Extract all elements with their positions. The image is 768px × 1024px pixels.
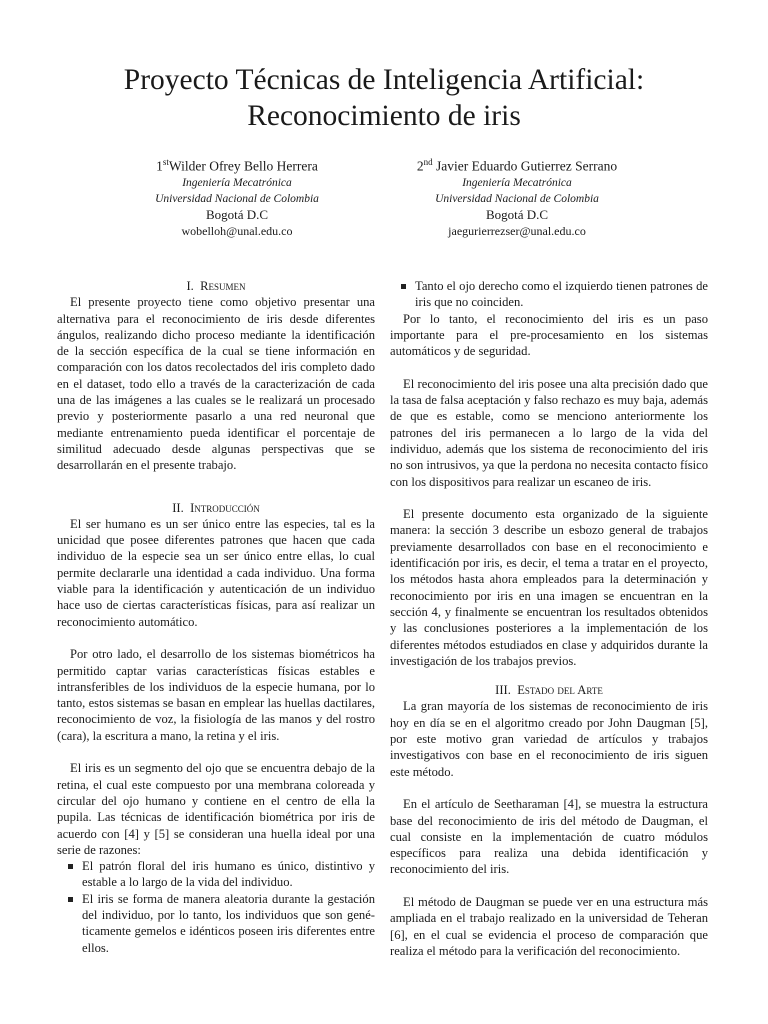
section-title: Resumen xyxy=(200,279,246,293)
intro-paragraph-1: El ser humano es un ser único entre las especies, tal es la unicidad que posee diferentes patrones que hacen que cada individuo de la especie sea un ser único entre ellas, lo cual permite declararle una identidad a cada individuo. Una forma viable para la identificación y autenticación de un individuo hace uso de ciertas características físicas, para así realizar un reconocimiento automático. xyxy=(57,516,375,629)
author-name-text: Wilder Ofrey Bello Herrera xyxy=(168,158,318,174)
title-line-2: Reconocimiento de iris xyxy=(247,100,521,132)
list-item xyxy=(57,891,375,956)
abstract-paragraph: El presente proyecto tiene como objetivo presentar una alternativa para el reconocimiento de iris desde diferentes ángulos, realizando dicho proceso mediante la identificación de la sección específica de la cual se tiene información en comparación con los datos recolectados del iris completo dado en el dataset, todo ello a través de la caracterización de cada una de las imágenes a las cuales se le realizará un procesado previo y posteriormente pasarlo a una red neuronal que mediante entrenamiento pueda identificar el porcentaje de similitud adecuado desde algunas perspectivas que se desarrollarán en el presente trabajo. xyxy=(57,295,375,473)
author-name-text: Javier Eduardo Gutierrez Serrano xyxy=(432,158,618,174)
state-paragraph-1: La gran mayoría de los sistemas de reconocimiento de iris hoy en día se en el algoritmo creado por John Daugman [5], por este motivo gran variedad de artículos y trabajos investigativos con base en el reconocimiento de iris siguen este método. xyxy=(390,699,708,779)
author-department: Ingeniería Mecatrónica xyxy=(462,176,572,189)
intro-paragraph-3: El iris es un segmento del ojo que se encuentra debajo de la retina, el cual este compuesto por una membrana coloreada y circular del ojo humano y contiene en el centro de ella la pupila. Las técnicas de identificación biométrica por iris de acuerdo con [4] y [5] se consideran una huella ideal por una serie de razones: xyxy=(57,761,375,857)
list-item-text: Tanto el ojo derecho como el izquierdo tienen patrones de iris que no coinciden. xyxy=(415,279,708,310)
reasons-list-continued xyxy=(390,278,708,311)
author-name xyxy=(367,154,667,175)
bullet-icon xyxy=(68,897,73,902)
bullet-icon xyxy=(401,284,406,289)
section-number: II. xyxy=(172,500,184,515)
right-column xyxy=(390,278,708,959)
left-column xyxy=(57,278,375,956)
state-paragraph-2: En el artículo de Seetharaman [4], se muestra la estructura base del reconocimiento de iris del método de Daugman, el cual consiste en la implementación de cuatro módulos específicos para realiza una debida identificación y reconocimiento del iris. xyxy=(390,797,708,877)
section-number: I. xyxy=(186,279,194,293)
author-ordinal: 1 xyxy=(156,158,163,174)
author-city: Bogotá D.C xyxy=(205,207,269,223)
bullet-icon xyxy=(68,864,73,869)
author-ordinal-suffix: st xyxy=(162,157,169,167)
author-email: wobelloh@unal.edu.co xyxy=(181,224,293,239)
section-title: Estado del Arte xyxy=(517,683,603,698)
list-item-text: El patrón floral del iris humano es único, distintivo y estable a lo largo de la vida del individuo. xyxy=(82,859,375,890)
state-paragraph-3: El método de Daugman se puede ver en una estructura más ampliada en el trabajo realizado en la universidad de Teheran [6], en el cual se evidencia el proceso de comparación que realiza el método para la verificación del reconocimiento. xyxy=(390,894,708,958)
author-block-1 xyxy=(87,154,387,240)
list-item xyxy=(390,278,708,311)
author-email: jaegurierrezser@unal.edu.co xyxy=(448,224,586,239)
author-institution: Universidad Nacional de Colombia xyxy=(155,192,319,205)
intro-paragraph-6: El presente documento esta organizado de la siguiente manera: la sección 3 describe un esbozo general de trabajos previamente desarrollados con base en el reconocimiento e identificación por iris, es decir, el tema a tratar en el proyecto, los métodos hasta ahora empleados para la determinación y reconocimiento por iris en una imagen se encuentran en la sección 4, y finalmente se encuentran los resultados obtenidos y las conclusiones posteriores a la implementación de los diferentes métodos estudiados en clase y adquiridos durante la investigación de los trabajos previos. xyxy=(390,507,708,668)
reasons-list xyxy=(57,858,375,956)
title-line-1: Proyecto Técnicas de Inteligencia Artificial: xyxy=(123,64,645,96)
intro-paragraph-5: El reconocimiento del iris posee una alta precisión dado que la tasa de falsa aceptación y falso rechazo es muy baja, además de que es estable, como se menciono anteriormente los patrones del iris permanecen a lo largo de la vida del individuo, además que los sistema de reconocimiento del iris no son intrusivos, ya que la perdona no necesita contacto físico con los dispositivos para realizar un escaneo de iris. xyxy=(390,376,708,489)
intro-paragraph-2: Por otro lado, el desarrollo de los sistemas biométricos ha permitido captar varias características físicas estables e intransferibles de los individuos de la especie humana, por lo tanto, estos sistemas se basan en emplear las huellas dactilares, reconocimiento de voz, la fisiología de las manos y del rostro (cara), la escritura a mano, la retina y el iris. xyxy=(57,647,375,743)
list-item xyxy=(57,858,375,891)
author-department: Ingeniería Mecatrónica xyxy=(182,176,292,189)
author-ordinal: 2 xyxy=(416,158,424,174)
section-heading-estado-del-arte xyxy=(390,682,708,698)
section-number: III. xyxy=(495,683,511,698)
author-block-2 xyxy=(367,154,667,240)
paper-title xyxy=(0,62,768,134)
list-item-text: El iris se forma de manera aleatoria durante la gestación del individuo, por lo tanto, los individuos que son genéticamente gemelos e idénticos poseen iris diferentes entre ellos. xyxy=(82,891,375,955)
intro-paragraph-4: Por lo tanto, el reconocimiento del iris es un paso importante para el pre-procesamiento en los sistemas automáticos y de seguridad. xyxy=(390,311,708,359)
section-heading-resumen xyxy=(57,278,375,294)
author-city: Bogotá D.C xyxy=(485,207,549,223)
section-title: Introducción xyxy=(190,500,260,515)
author-name xyxy=(87,154,387,175)
author-ordinal-suffix: nd xyxy=(423,157,433,167)
section-heading-introduccion xyxy=(57,500,375,516)
author-institution: Universidad Nacional de Colombia xyxy=(435,192,599,205)
